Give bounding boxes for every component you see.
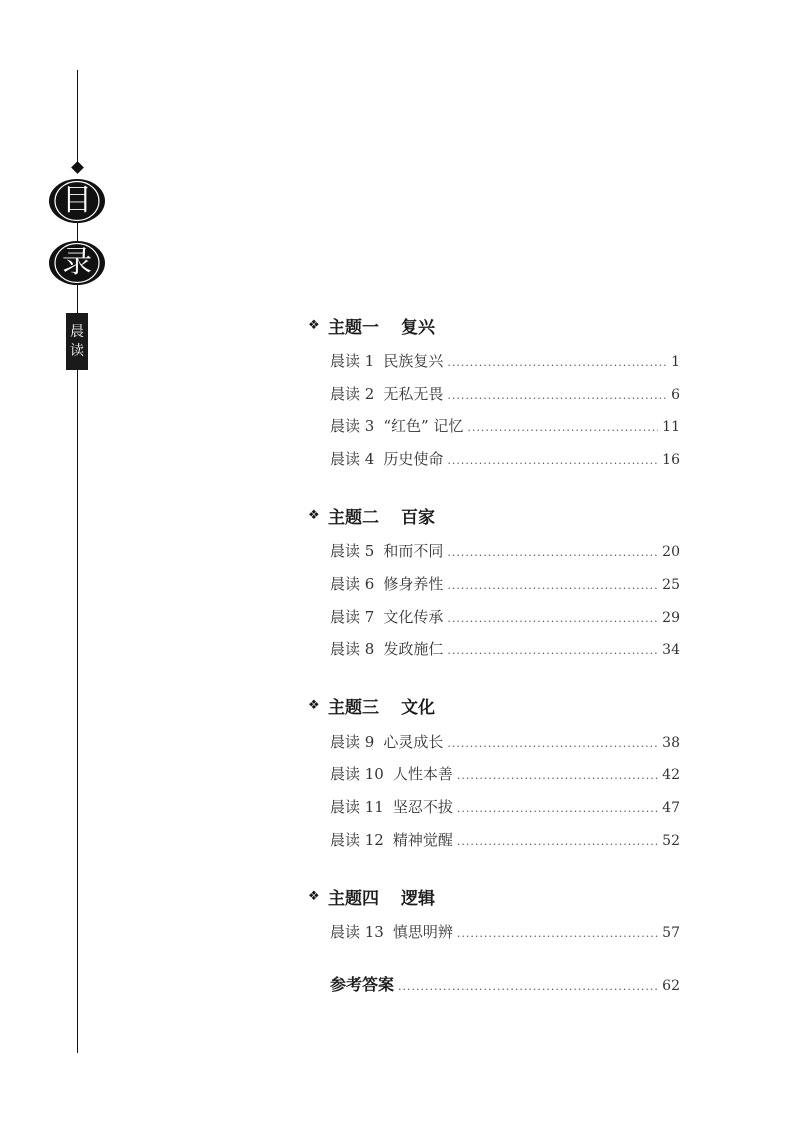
toc-entry[interactable]	[330, 540, 680, 573]
toc-entry[interactable]	[330, 573, 680, 606]
decorative-line-mid2	[77, 283, 78, 313]
theme-heading-3[interactable]	[308, 689, 680, 723]
dot-leader	[447, 356, 667, 369]
answers-title: 参考答案	[330, 974, 395, 994]
entry-label: 晨读 6	[330, 574, 375, 593]
theme-number: 主题一	[328, 317, 379, 338]
entry-label: 晨读 1	[330, 352, 375, 370]
theme-name: 文化	[401, 698, 435, 719]
entry-label: 晨读 8	[330, 640, 375, 659]
entry-label: 晨读 5	[330, 542, 375, 561]
theme-number: 主题四	[328, 888, 379, 909]
entry-page: 57	[662, 925, 680, 942]
toc-entry[interactable]	[330, 731, 680, 764]
theme-name: 逻辑	[401, 888, 435, 909]
toc-entry[interactable]	[330, 638, 680, 671]
entry-page: 42	[662, 767, 680, 784]
dot-leader	[457, 769, 658, 782]
theme-name: 百家	[401, 507, 435, 528]
dot-leader	[457, 835, 658, 848]
theme-number: 主题三	[328, 698, 379, 719]
lantern-heading-2	[47, 240, 107, 286]
entry-label: 晨读 13	[330, 923, 384, 942]
theme-entries-4	[308, 921, 680, 954]
entry-page: 20	[662, 544, 680, 561]
entry-title: 和而不同	[383, 542, 444, 561]
decorative-line-bottom	[77, 370, 78, 1053]
entry-page: 47	[662, 799, 680, 816]
entry-label: 晨读 11	[330, 797, 384, 816]
entry-page: 34	[662, 642, 680, 659]
lantern-heading-1	[47, 178, 107, 224]
dot-leader	[457, 802, 658, 815]
theme-entries-3	[308, 731, 680, 861]
entry-label: 晨读 9	[330, 732, 375, 751]
decorative-line-mid	[77, 222, 78, 242]
entry-page: 38	[662, 734, 680, 751]
toc-entry[interactable]	[330, 921, 680, 954]
table-of-contents	[308, 308, 680, 995]
toc-entry[interactable]	[330, 796, 680, 829]
entry-title: 修身养性	[383, 574, 444, 593]
entry-title: 心灵成长	[383, 732, 444, 751]
bullet-icon: ❖	[308, 507, 320, 523]
decorative-knot	[71, 161, 84, 174]
heading-char-mu: 目	[62, 183, 92, 218]
entry-title: 无私无畏	[383, 384, 444, 403]
entry-title: 发政施仁	[383, 640, 444, 659]
entry-title: 民族复兴	[383, 352, 444, 370]
dot-leader	[447, 546, 658, 559]
morning-reading-tag	[66, 313, 88, 370]
answers-entry[interactable]	[308, 972, 680, 995]
toc-entry[interactable]	[330, 448, 680, 481]
entry-page: 16	[662, 451, 680, 468]
bullet-icon: ❖	[308, 888, 320, 904]
entry-label: 晨读 10	[330, 765, 384, 784]
toc-entry[interactable]	[330, 350, 680, 383]
tag-char-1: 晨	[70, 323, 84, 340]
dot-leader	[457, 927, 658, 940]
theme-heading-4[interactable]	[308, 879, 680, 913]
entry-label: 晨读 2	[330, 384, 375, 403]
toc-entry[interactable]	[330, 606, 680, 639]
entry-page: 52	[662, 832, 680, 849]
toc-entry[interactable]	[330, 415, 680, 448]
answers-page: 62	[662, 977, 680, 994]
entry-label: 晨读 12	[330, 830, 384, 849]
dot-leader	[447, 612, 658, 625]
theme-heading-1[interactable]	[308, 308, 680, 342]
entry-title: 精神觉醒	[392, 830, 453, 849]
entry-label: 晨读 4	[330, 449, 375, 468]
tag-char-2: 读	[70, 342, 84, 359]
decorative-line-top	[77, 70, 78, 164]
theme-number: 主题二	[328, 507, 379, 528]
entry-title: 坚忍不拔	[392, 797, 453, 816]
entry-page: 29	[662, 609, 680, 626]
dot-leader	[447, 579, 658, 592]
dot-leader	[447, 389, 667, 402]
toc-entry[interactable]	[330, 763, 680, 796]
entry-title: 文化传承	[383, 607, 444, 626]
entry-title: 慎思明辨	[392, 923, 453, 942]
entry-page: 25	[662, 576, 680, 593]
entry-page: 6	[671, 386, 680, 403]
entry-title: “红色” 记忆	[383, 417, 464, 436]
dot-leader	[447, 737, 658, 750]
theme-entries-1	[308, 350, 680, 480]
bullet-icon: ❖	[308, 698, 320, 714]
toc-entry[interactable]	[330, 829, 680, 862]
heading-char-lu: 录	[62, 245, 92, 280]
dot-leader	[398, 980, 658, 993]
entry-title: 人性本善	[392, 765, 453, 784]
dot-leader	[447, 644, 658, 657]
entry-title: 历史使命	[383, 449, 444, 468]
dot-leader	[447, 454, 658, 467]
entry-label: 晨读 7	[330, 607, 375, 626]
entry-page: 11	[662, 419, 680, 436]
theme-entries-2	[308, 540, 680, 670]
entry-label: 晨读 3	[330, 417, 375, 436]
dot-leader	[467, 421, 658, 434]
entry-page: 1	[671, 354, 680, 370]
bullet-icon: ❖	[308, 317, 320, 333]
theme-name: 复兴	[401, 317, 435, 338]
toc-entry[interactable]	[330, 383, 680, 416]
theme-heading-2[interactable]	[308, 498, 680, 532]
